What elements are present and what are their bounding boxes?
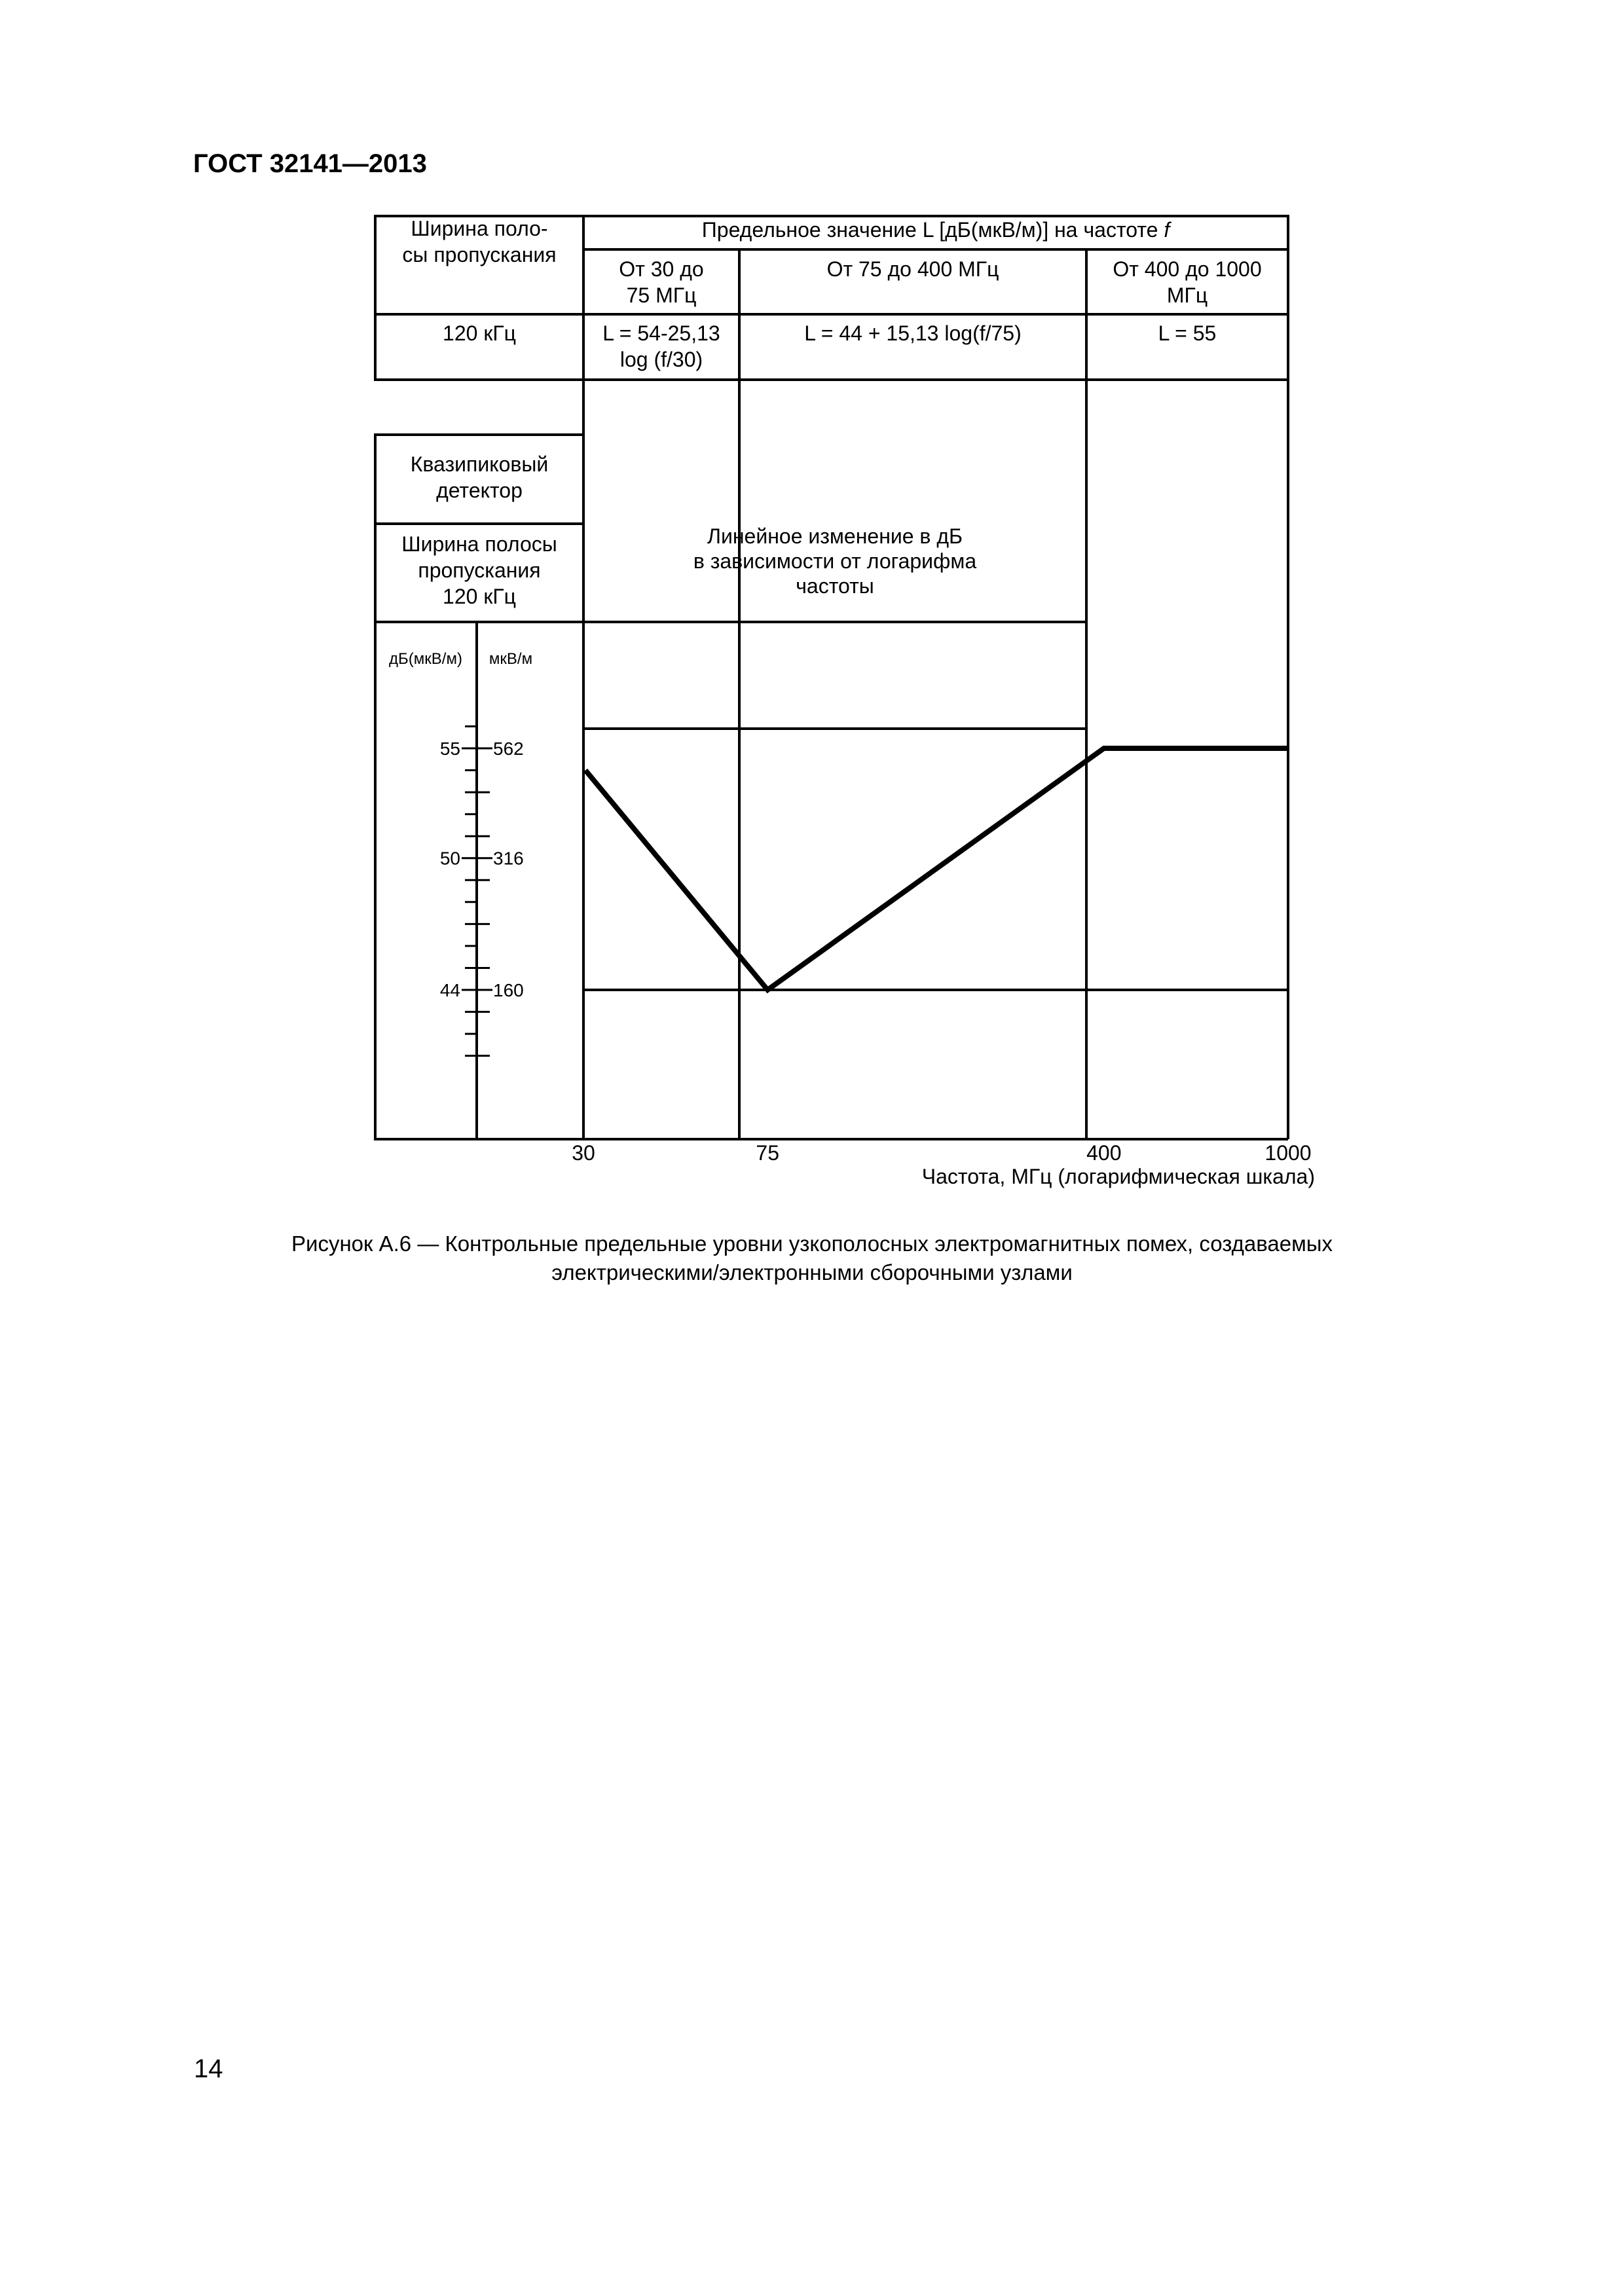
- bandwidth-header-line1: Ширина поло-: [411, 217, 548, 240]
- range-1-formula-line1: L = 54-25,13: [602, 321, 720, 345]
- plot-note-line2: в зависимости от логарифма: [693, 549, 977, 573]
- plot-note-line1: Линейное изменение в дБ: [707, 524, 963, 548]
- y-tick-label-db: 44: [439, 980, 460, 1000]
- range-3-label-line1: От 400 до 1000: [1113, 257, 1262, 281]
- document-header: ГОСТ 32141—2013: [193, 149, 427, 178]
- limit-line: [585, 748, 1288, 990]
- range-1-label-line1: От 30 до: [619, 257, 704, 281]
- y-tick-label-uv: 160: [493, 980, 524, 1000]
- side-bandwidth-line1: Ширина полосы: [401, 532, 557, 556]
- x-tick-label: 75: [756, 1141, 779, 1165]
- y-unit-db: дБ(мкВ/м): [389, 650, 462, 668]
- plot-note-line3: частоты: [796, 574, 874, 598]
- range-2-formula: L = 44 + 15,13 log(f/75): [804, 321, 1022, 345]
- range-3-label-line2: МГц: [1166, 283, 1208, 307]
- y-tick-label-db: 55: [439, 738, 460, 759]
- range-2-label: От 75 до 400 МГц: [826, 257, 999, 281]
- figure-caption: [196, 1230, 1428, 1287]
- x-tick-label: 1000: [1264, 1141, 1312, 1165]
- y-tick-label-uv: 562: [493, 738, 524, 759]
- y-tick-label-uv: 316: [493, 848, 524, 869]
- y-unit-uv: мкВ/м: [489, 650, 533, 668]
- detector-label-line2: детектор: [436, 479, 523, 502]
- x-axis-title: Частота, МГц (логарифмическая шкала): [921, 1165, 1315, 1188]
- y-tick-label-db: 50: [439, 848, 460, 869]
- side-bandwidth-line2: пропускания: [418, 558, 541, 582]
- range-3-formula: L = 55: [1158, 321, 1217, 345]
- caption-line1: Рисунок А.6 — Контрольные предельные уровни узкополосных электромагнитных помех, создаваемых: [291, 1231, 1333, 1256]
- caption-line2: электрическими/электронными сборочными узлами: [551, 1260, 1073, 1285]
- x-tick-label: 400: [1086, 1141, 1122, 1165]
- page-number: 14: [194, 2054, 223, 2083]
- side-bandwidth-line3: 120 кГц: [443, 585, 516, 608]
- bandwidth-header-line2: сы пропускания: [402, 243, 557, 266]
- range-1-label-line2: 75 МГц: [626, 283, 697, 307]
- detector-label-line1: Квазипиковый: [410, 452, 549, 476]
- x-tick-label: 30: [572, 1141, 595, 1165]
- limit-header: Предельное значение L [дБ(мкВ/м)] на частоте f: [701, 218, 1170, 242]
- range-1-formula-line2: log (f/30): [619, 348, 703, 371]
- bandwidth-value: 120 кГц: [443, 321, 516, 345]
